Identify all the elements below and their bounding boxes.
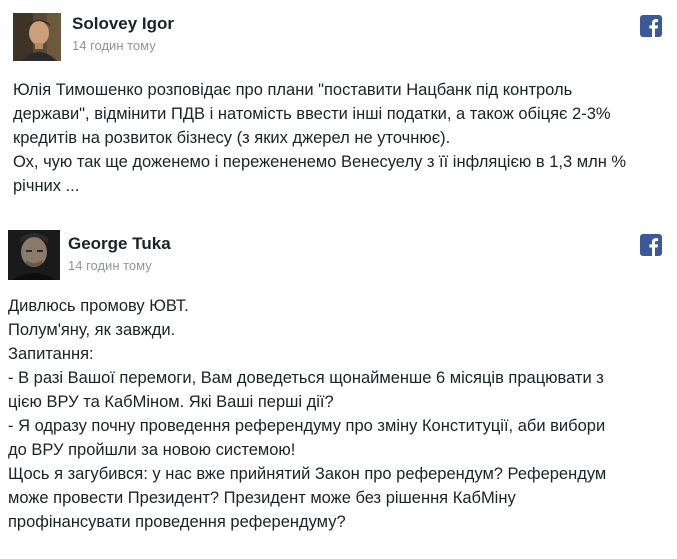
facebook-icon[interactable] — [640, 234, 662, 256]
post-timestamp[interactable]: 14 годин тому — [68, 258, 152, 273]
post-text-line: може провести Президент? Президент може без рішення КабМіну — [8, 489, 516, 507]
post-text-line: Юлія Тимошенко розповідає про плани "поставити Нацбанк під контроль — [13, 81, 573, 99]
post-text-line: держави", відмінити ПДВ і натомість ввести інші податки, а також обіцяє 2-3% — [13, 105, 611, 123]
post-text-line: Ох, чую так ще доженемо і пережененемо Венесуелу з її інфляцією в 1,3 млн % — [13, 153, 627, 171]
post-text-line: - В разі Вашої перемоги, Вам доведеться щонайменше 6 місяців працювати з — [8, 369, 604, 387]
post-text-line: профінансувати проведення референдуму? — [8, 513, 346, 531]
author-name[interactable]: George Tuka — [68, 234, 171, 253]
post-text-line: річних ... — [13, 177, 80, 195]
post-timestamp[interactable]: 14 годин тому — [72, 38, 156, 53]
author-name[interactable]: Solovey Igor — [72, 14, 175, 33]
post-text-line: - Я одразу почну проведення референдуму про зміну Конституції, аби вибори — [8, 417, 606, 435]
avatar[interactable] — [13, 13, 61, 61]
post-text-line: цією ВРУ та КабМіном. Які Ваші перші дії? — [8, 393, 334, 411]
post-text-line: Запитання: — [8, 345, 94, 363]
post-text-line: до ВРУ пройшли за новою системою! — [8, 441, 296, 459]
post-text-line: Дивлюсь промову ЮВТ. — [8, 297, 189, 315]
post-text — [8, 294, 668, 534]
facebook-icon[interactable] — [640, 15, 662, 37]
avatar-image — [8, 230, 60, 280]
post-text-line: кредитів на розвиток бізнесу (з яких джерел не уточнює). — [13, 129, 451, 147]
avatar[interactable] — [8, 230, 60, 280]
avatar-image — [13, 13, 61, 61]
post-text — [13, 78, 663, 198]
post-text-line: Полум'яну, як завжди. — [8, 321, 176, 339]
post-text-line: Щось я загубився: у нас вже прийнятий Закон про референдум? Референдум — [8, 465, 607, 483]
